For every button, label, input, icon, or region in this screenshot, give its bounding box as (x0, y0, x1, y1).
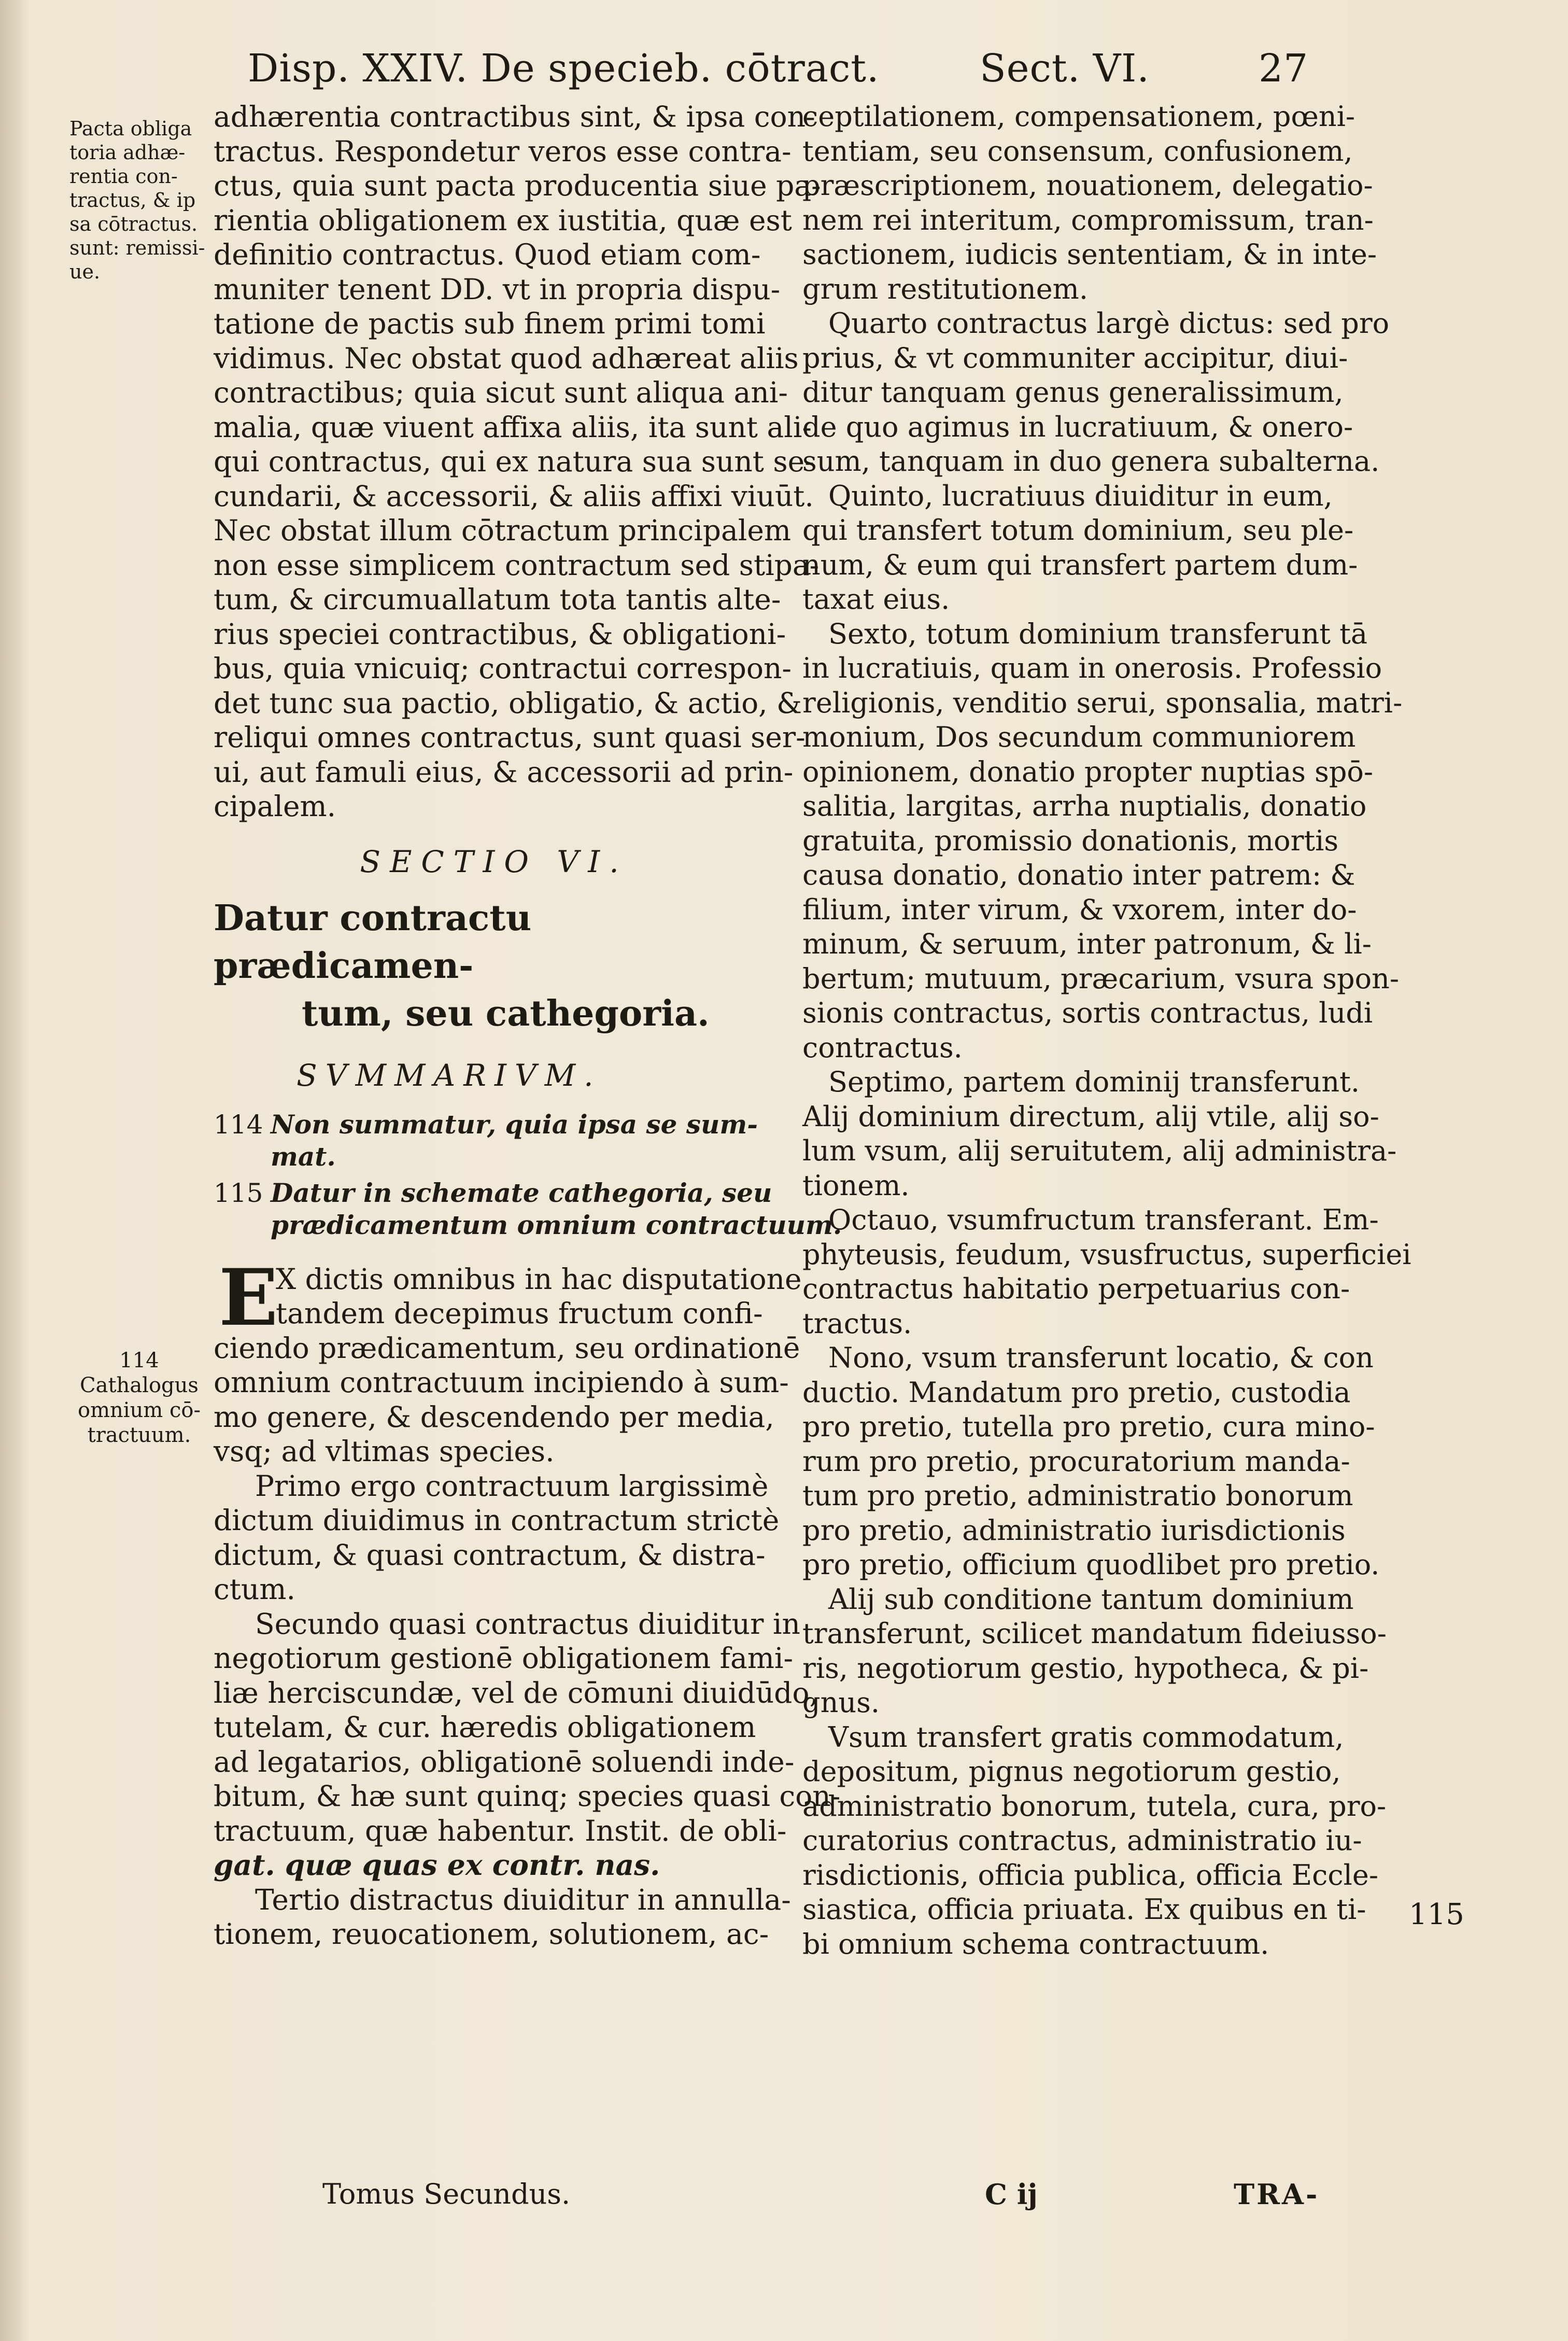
footer-catchword: TRA- (1234, 2178, 1320, 2211)
text-line: Quinto, lucratiuus diuiditur in eum, (828, 479, 1333, 512)
text-line: risdictionis, officia publica, officia Eccle- (802, 1858, 1379, 1891)
margin-note-line: 114 (119, 1349, 159, 1372)
text-line: omnium contractuum incipiendo à sum- (214, 1366, 789, 1399)
running-header-left: Disp. XXIV. De specieb. cōtract. (248, 46, 880, 91)
text-line: sum, tanquam in duo genera subalterna. (802, 445, 1380, 478)
text-line: tum pro pretio, administratio bonorum (802, 1479, 1353, 1512)
text-line: reliqui omnes contractus, sunt quasi ser- (214, 721, 806, 754)
text-line: ductio. Mandatum pro pretio, custodia (802, 1376, 1351, 1409)
text-line: tionem. (802, 1169, 910, 1202)
footer-volume: Tomus Secundus. (322, 2178, 571, 2210)
text-line: pro pretio, officium quodlibet pro pretio. (802, 1548, 1380, 1581)
margin-note-line: omnium cō- (78, 1398, 201, 1422)
section-title: SECTIO VI. (360, 844, 628, 879)
margin-note-line: ue. (69, 260, 101, 283)
text-line: præscriptionem, nouationem, delegatio- (802, 169, 1373, 202)
text-line: de quo agimus in lucratiuum, & onero- (802, 410, 1353, 443)
text-line: tionem, reuocationem, solutionem, ac- (214, 1917, 769, 1951)
margin-note-115: 115 (1409, 1898, 1464, 1931)
text-line: dictum diuidimus in contractum strictè (214, 1504, 780, 1537)
text-line: ciendo prædicamentum, seu ordinationē (214, 1331, 800, 1365)
text-line: sactionem, iudicis sententiam, & in inte- (802, 238, 1377, 271)
page-number: 27 (1259, 46, 1309, 91)
text-line: ad legatarios, obligationē soluendi inde- (214, 1745, 795, 1778)
margin-note-line: Pacta obliga (69, 117, 192, 140)
text-line: prius, & vt communiter accipitur, diui- (802, 341, 1348, 374)
text-line: muniter tenent DD. vt in propria dispu- (214, 272, 781, 306)
text-line: lum vsum, alij seruitutem, alij administra- (802, 1134, 1397, 1167)
text-line: bus, quia vnicuiq; contractui correspon- (214, 652, 792, 685)
text-line: vsq; ad vltimas species. (214, 1435, 555, 1468)
text-line: grum restitutionem. (802, 272, 1089, 305)
text-line: sionis contractus, sortis contractus, ludi (802, 997, 1373, 1029)
text-line: adhærentia contractibus sint, & ipsa con- (214, 100, 815, 133)
text-line: tractuum, quæ habentur. Instit. de obli- (214, 1814, 787, 1847)
margin-note-line: tractus, & ip (69, 189, 196, 212)
text-line: Alij sub conditione tantum dominium (828, 1582, 1354, 1616)
summary-title: SVMMARIVM. (296, 1058, 602, 1093)
text-line: ceptilationem, compensationem, pœni- (802, 100, 1355, 133)
text-line: curatorius contractus, administratio iu- (802, 1824, 1362, 1857)
text-line: cundarii, & accessorii, & aliis affixi viuūt. (214, 479, 814, 513)
text-line: nem rei interitum, compromissum, tran- (802, 203, 1374, 236)
margin-note-line: Cathalogus (80, 1373, 199, 1397)
section-heading-line: tum, seu cathegoria. (302, 993, 710, 1034)
text-line: qui contractus, qui ex natura sua sunt se- (214, 445, 814, 478)
text-line: taxat eius. (802, 583, 950, 615)
text-line: negotiorum gestionē obligationem fami- (214, 1642, 794, 1675)
summary-item-line: mat. (271, 1141, 336, 1172)
text-line: tandem decepimus fructum confi- (276, 1297, 763, 1330)
margin-note-line: rentia con- (69, 165, 178, 188)
margin-note-top (69, 117, 205, 284)
summary-item-115 (214, 1177, 842, 1241)
text-line: gratuita, promissio donationis, mortis (802, 824, 1339, 857)
text-line: ctus, quia sunt pacta producentia siue pa- (214, 169, 821, 202)
text-line: Quarto contractus largè dictus: sed pro (828, 307, 1390, 340)
text-line: vidimus. Nec obstat quod adhæreat aliis (214, 341, 799, 375)
text-line: tractus. Respondetur veros esse contra- (214, 134, 792, 168)
text-line: dictum, & quasi contractum, & distra- (214, 1538, 766, 1572)
drop-cap: E (219, 1252, 278, 1343)
margin-note-line: sunt: remissi- (69, 236, 205, 259)
text-line: Septimo, partem dominij transferunt. (828, 1066, 1360, 1098)
text-line: transferunt, scilicet mandatum fideiusso- (802, 1617, 1387, 1650)
text-line: bitum, & hæ sunt quinq; species quasi con- (214, 1779, 841, 1813)
section-heading-line: Datur contractu prædicamen- (214, 898, 532, 987)
text-line: Secundo quasi contractus diuiditur in (255, 1607, 800, 1641)
margin-note-line: tractuum. (87, 1423, 191, 1447)
text-line: administratio bonorum, tutela, cura, pro- (802, 1789, 1387, 1823)
text-line: Primo ergo contractuum largissimè (255, 1469, 769, 1503)
text-line: monium, Dos secundum communiorem (802, 721, 1356, 753)
text-line: tum, & circumuallatum tota tantis alte- (214, 583, 781, 616)
text-line: liæ herciscundæ, vel de cōmuni diuidūdo, (214, 1676, 818, 1709)
text-line: gat. quæ quas ex contr. nas. (214, 1848, 660, 1882)
summary-item-line: Datur in schemate cathegoria, seu (271, 1177, 772, 1208)
margin-note-line: sa cōtractus. (69, 213, 198, 235)
text-line: tutelam, & cur. hæredis obligationem (214, 1711, 756, 1744)
text-line: causa donatio, donatio inter patrem: & (802, 859, 1355, 891)
text-line: gnus. (802, 1686, 880, 1719)
summary-item-114 (214, 1109, 774, 1173)
text-line: bertum; mutuum, præcarium, vsura spon- (802, 962, 1400, 995)
text-line: pro pretio, tutella pro pretio, cura mino- (802, 1410, 1375, 1443)
summary-item-line: Non summatur, quia ipsa se sum- (271, 1109, 758, 1140)
text-line: Vsum transfert gratis commodatum, (828, 1720, 1344, 1754)
summary-item-line: prædicamentum omnium contractuum. (271, 1209, 842, 1240)
text-line: rius speciei contractibus, & obligationi- (214, 617, 786, 651)
text-line: num, & eum qui transfert partem dum- (802, 548, 1358, 581)
text-line: minum, & seruum, inter patronum, & li- (802, 928, 1372, 960)
right-column (802, 100, 1411, 1961)
text-line: siastica, officia priuata. Ex quibus en ti- (802, 1893, 1366, 1926)
text-line: pro pretio, administratio iurisdictionis (802, 1513, 1346, 1547)
text-line: contractus habitatio perpetuarius con- (802, 1272, 1350, 1305)
text-line: rum pro pretio, procuratorium manda- (802, 1445, 1350, 1478)
text-line: contractibus; quia sicut sunt aliqua ani- (214, 376, 788, 409)
text-line: det tunc sua pactio, obligatio, & actio, & (214, 686, 802, 720)
text-line: Alij dominium directum, alij vtile, alij so- (802, 1100, 1379, 1133)
text-line: religionis, venditio serui, sponsalia, matri- (802, 686, 1403, 719)
text-line: filium, inter virum, & vxorem, inter do- (802, 893, 1357, 926)
text-line: tentiam, seu consensum, confusionem, (802, 134, 1353, 167)
text-line: contractus. (802, 1031, 963, 1064)
text-line: depositum, pignus negotiorum gestio, (802, 1755, 1341, 1788)
footer-signature: C ij (985, 2178, 1038, 2211)
text-line: X dictis omnibus in hac disputatione (276, 1262, 802, 1296)
text-line: cipalem. (214, 790, 336, 823)
summary-item-number: 115 (214, 1177, 263, 1208)
text-line: malia, quæ viuent affixa aliis, ita sunt ali- (214, 410, 812, 444)
summary-item-number: 114 (214, 1109, 263, 1140)
margin-note-line: toria adhæ- (69, 141, 186, 164)
text-line: mo genere, & descendendo per media, (214, 1400, 774, 1434)
text-line: Octauo, vsumfructum transferant. Em- (828, 1203, 1379, 1236)
text-line: qui transfert totum dominium, seu ple- (802, 514, 1354, 546)
text-line: Tertio distractus diuiditur in annulla- (255, 1883, 791, 1916)
text-line: in lucratiuis, quam in onerosis. Professio (802, 652, 1382, 684)
text-line: ris, negotiorum gestio, hypotheca, & pi- (802, 1651, 1369, 1685)
text-line: tractus. (802, 1307, 912, 1340)
margin-note-catalog (78, 1348, 201, 1448)
running-header-right: Sect. VI. (980, 46, 1150, 91)
text-line: ui, aut famuli eius, & accessorii ad prin- (214, 755, 794, 789)
text-line: ditur tanquam genus generalissimum, (802, 376, 1344, 409)
text-line: definitio contractus. Quod etiam com- (214, 238, 761, 271)
text-line: phyteusis, feudum, vsusfructus, superficiei (802, 1238, 1411, 1271)
text-line: tatione de pactis sub finem primi tomi (214, 307, 766, 340)
text-line: bi omnium schema contractuum. (802, 1927, 1269, 1960)
section-heading (214, 894, 774, 1038)
text-line: opinionem, donatio propter nuptias spō- (802, 755, 1374, 788)
text-line: non esse simplicem contractum sed stipa- (214, 548, 820, 582)
text-line: salitia, largitas, arrha nuptialis, donatio (802, 790, 1367, 822)
text-line: Nec obstat illum cōtractum principalem (214, 514, 792, 547)
text-line: ctum. (214, 1573, 295, 1606)
text-line: Nono, vsum transferunt locatio, & con (828, 1341, 1374, 1374)
text-line: rientia obligationem ex iustitia, quæ est (214, 203, 792, 237)
text-line: Sexto, totum dominium transferunt tā (828, 617, 1368, 650)
